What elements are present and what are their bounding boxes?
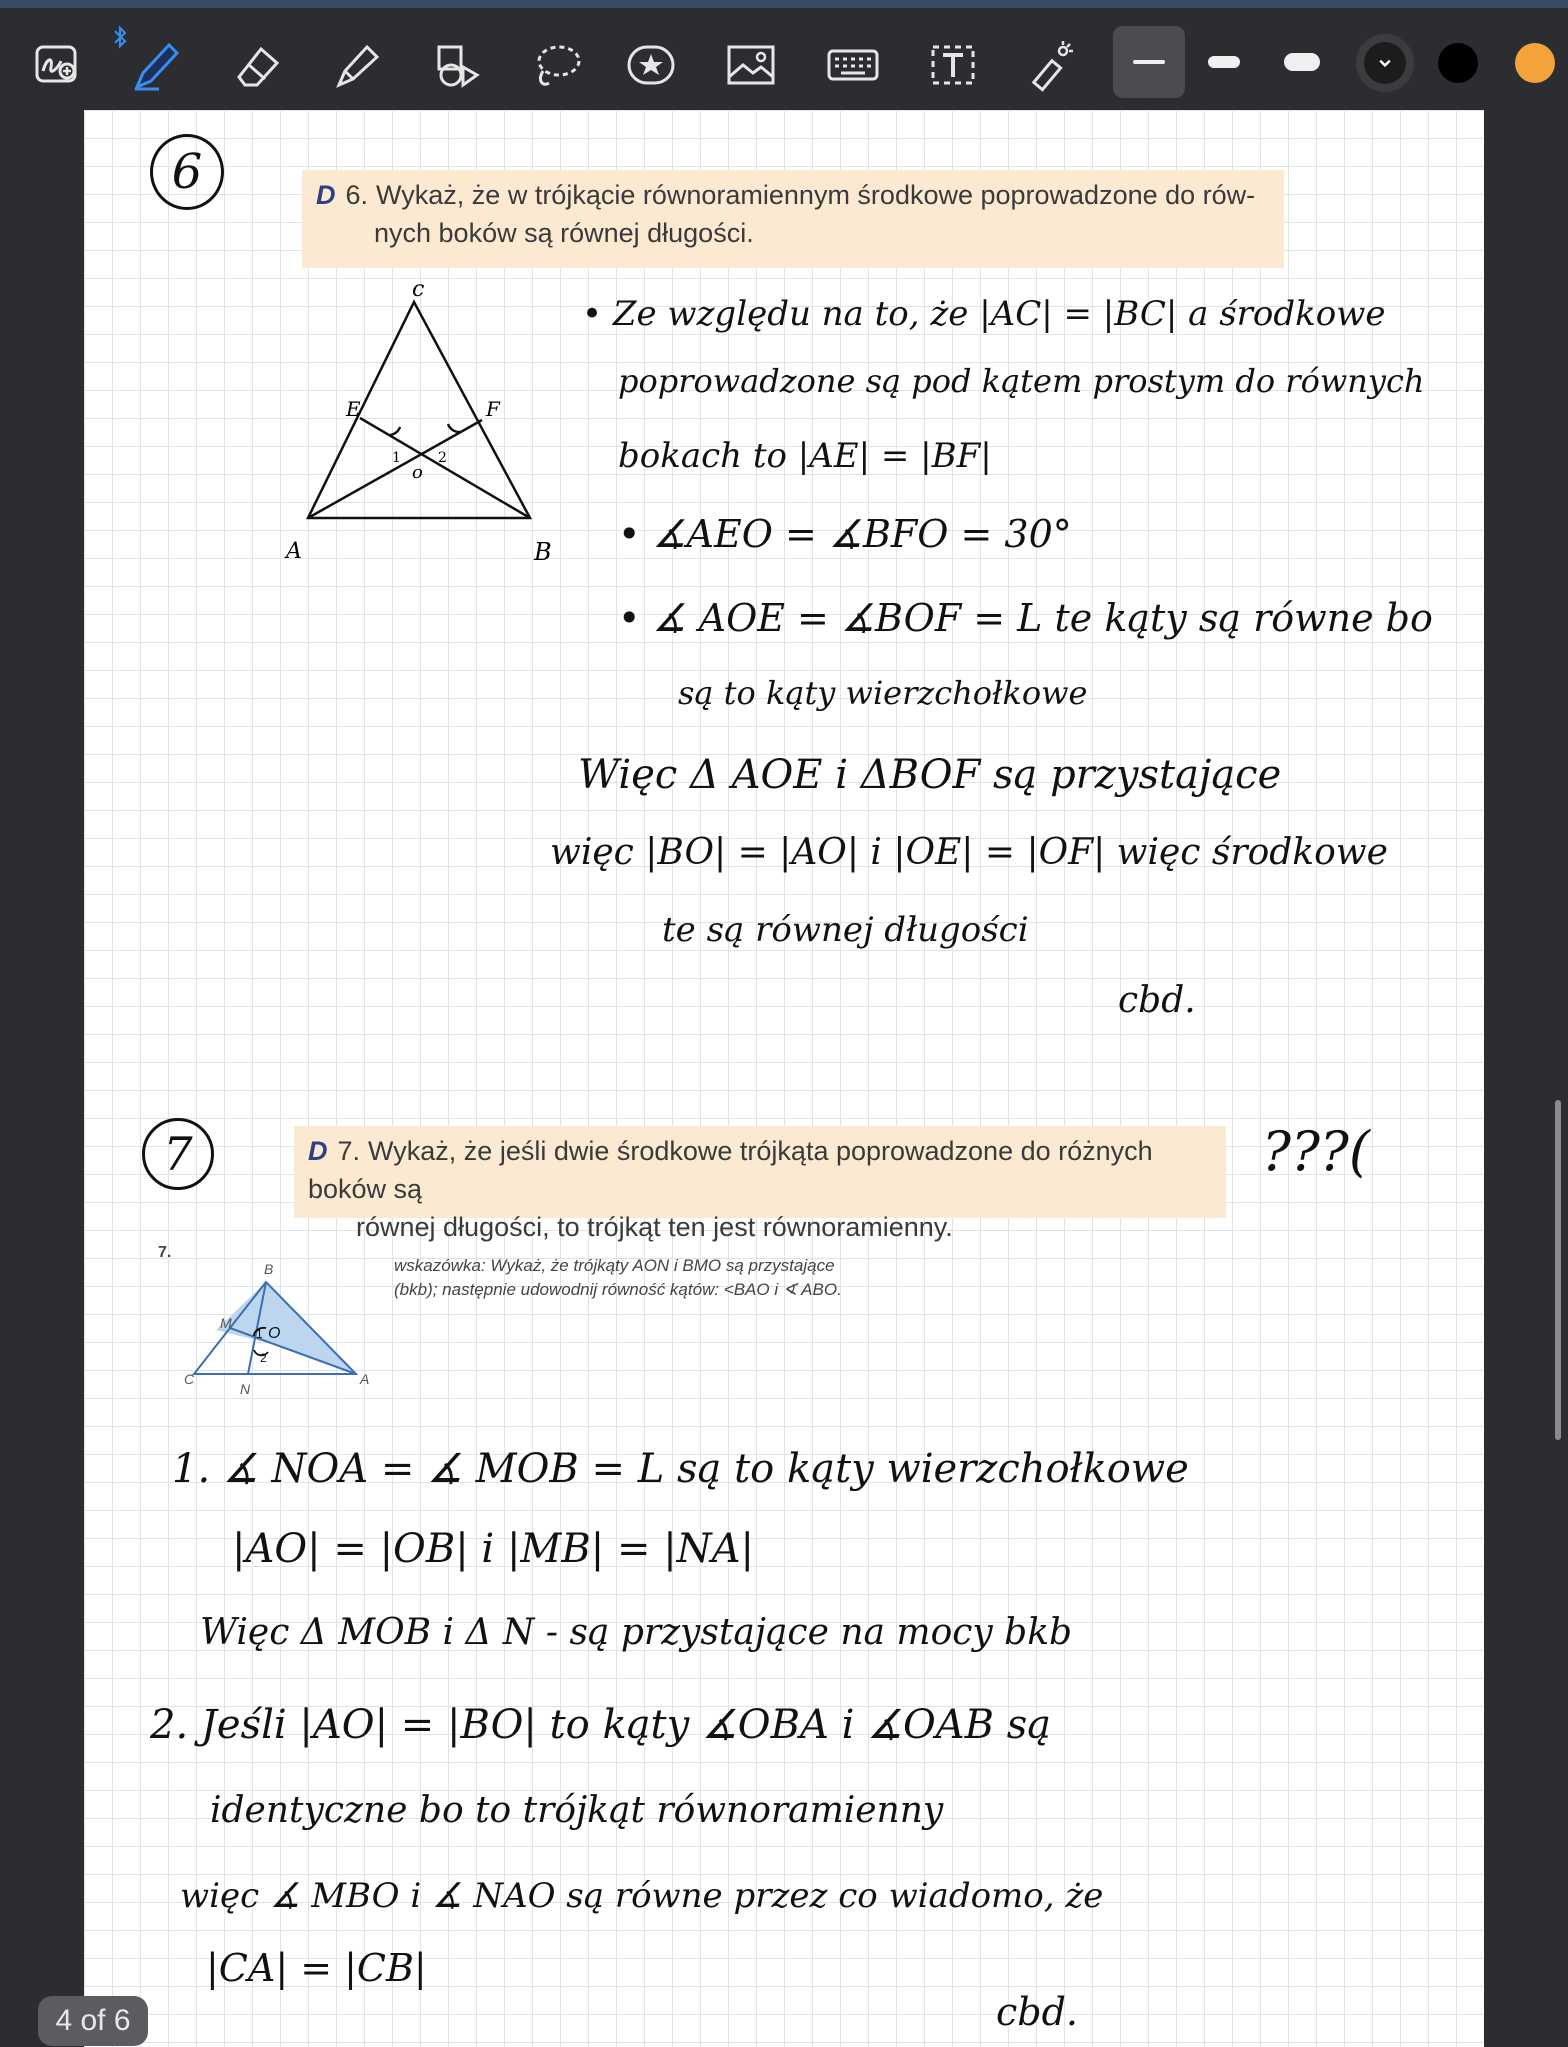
new-note-icon[interactable] (22, 30, 92, 100)
task6-prompt (302, 170, 1284, 268)
task7-triangle-figure (184, 1246, 394, 1396)
task6-circle-number: 6 (150, 134, 224, 210)
task6-line1: Wykaż, że w trójkącie równoramiennym środkowe poprowadzone do rów- (376, 180, 1256, 210)
task7-marker: D (308, 1136, 328, 1166)
angle-1: 1 (256, 1327, 263, 1341)
vertex-f: F (486, 397, 500, 421)
color-swatch-black-selected[interactable] (1364, 42, 1406, 84)
shapes-icon[interactable] (422, 30, 492, 100)
task7-line2: równej długości, to trójkąt ten jest równoramienny. (356, 1212, 953, 1242)
vertex-b: B (534, 538, 552, 560)
note-page[interactable] (84, 110, 1484, 2047)
task6-hw-line-9: te są równej długości (662, 910, 1029, 950)
task7-figure-number: 7. (158, 1244, 172, 1261)
task7-circle-number: 7 (142, 1118, 214, 1190)
task6-hw-line-3: bokach to |AE| = |BF| (618, 436, 992, 476)
task7-hw-line-6: więc ∡ MBO i ∡ NAO są równe przez co wiadomo, że (180, 1876, 1104, 1916)
task6-hw-line-4: • ∡AEO = ∡BFO = 30° (618, 512, 1072, 556)
task7-side-note: ???( (1262, 1120, 1370, 1183)
task6-number: 6. (345, 180, 369, 210)
vertex-n: N (240, 1381, 251, 1396)
image-icon[interactable] (716, 30, 786, 100)
vertex-e: E (346, 397, 361, 421)
task7-hint-line1: wskazówka: Wykaż, że trójkąty AON i BMO są przystające (394, 1256, 835, 1275)
vertex-a: A (286, 539, 302, 560)
task7-hw-line-1: 1. ∡ NOA = ∡ MOB = L są to kąty wierzchołkowe (172, 1446, 1189, 1492)
lasso-icon[interactable] (522, 30, 592, 100)
vertex-c: c (412, 277, 425, 302)
task6-hw-cbd: cbd. (1118, 980, 1196, 1021)
task7-number: 7. (337, 1136, 361, 1166)
chevron-down-icon (1377, 55, 1393, 71)
task7-hw-line-3: Więc Δ MOB i Δ N - są przystające na mocy bkb (200, 1612, 1073, 1653)
eraser-icon[interactable] (222, 30, 292, 100)
vertical-scrollbar[interactable] (1555, 1100, 1561, 1440)
vertex-a: A (360, 1371, 370, 1387)
keyboard-icon[interactable] (818, 30, 888, 100)
angle-1: 1 (392, 450, 401, 466)
color-swatch-black[interactable] (1438, 43, 1478, 83)
task7-prompt (294, 1126, 1226, 1242)
vertex-c: C (184, 1371, 195, 1387)
task7-hw-line-7: |CA| = |CB| (206, 1946, 427, 1990)
page-indicator: 4 of 6 (38, 1996, 148, 2046)
favorites-star-icon[interactable] (616, 30, 686, 100)
drawing-toolbar (0, 0, 1568, 110)
task7-hw-line-5: identyczne bo to trójkąt równoramienny (210, 1790, 944, 1831)
task6-hw-line-7: Więc Δ AOE i ΔBOF są przystające (578, 752, 1282, 798)
pen-icon[interactable] (122, 30, 192, 100)
task7-hw-line-2: |AO| = |OB| i |MB| = |NA| (232, 1526, 755, 1572)
vertex-o: O (268, 1325, 281, 1342)
text-box-icon[interactable] (918, 30, 988, 100)
task6-hw-line-5: • ∡ AOE = ∡BOF = L te kąty są równe bo (618, 596, 1433, 640)
task6-hw-line-1: • Ze względu na to, że |AC| = |BC| a środkowe (582, 294, 1386, 334)
task6-line2: nych boków są równej długości. (374, 218, 754, 248)
stroke-width-medium[interactable] (1208, 56, 1240, 68)
task7-hw-line-4: 2. Jeśli |AO| = |BO| to kąty ∡OBA i ∡OAB są (150, 1702, 1052, 1748)
task6-hw-line-8: więc |BO| = |AO| i |OE| = |OF| więc środkowe (550, 832, 1388, 873)
laser-pointer-icon[interactable] (1014, 30, 1084, 100)
angle-2: 2 (438, 450, 447, 466)
stroke-width-thick[interactable] (1284, 53, 1320, 71)
center-o: o (412, 462, 423, 483)
stroke-width-thin[interactable] (1113, 26, 1185, 98)
color-swatch-orange[interactable] (1515, 43, 1555, 83)
task7-hint-line2: (bkb); następnie udowodnij równość kątów: <BAO i ∢ ABO. (394, 1280, 842, 1299)
task7-hw-cbd: cbd. (996, 1990, 1079, 2034)
angle-2: 2 (260, 1351, 267, 1365)
vertex-m: M (220, 1315, 232, 1331)
shaded-region (216, 1282, 356, 1374)
task6-hw-line-2: poprowadzone są pod kątem prostym do równych (618, 362, 1425, 400)
task6-marker: D (316, 180, 336, 210)
task7-line1: Wykaż, że jeśli dwie środkowe trójkąta poprowadzone do różnych boków są (308, 1136, 1153, 1204)
task7-hint (394, 1254, 842, 1302)
task6-hw-line-6: są to kąty wierzchołkowe (678, 674, 1088, 712)
highlighter-icon[interactable] (322, 30, 392, 100)
vertex-b: B (264, 1261, 274, 1277)
